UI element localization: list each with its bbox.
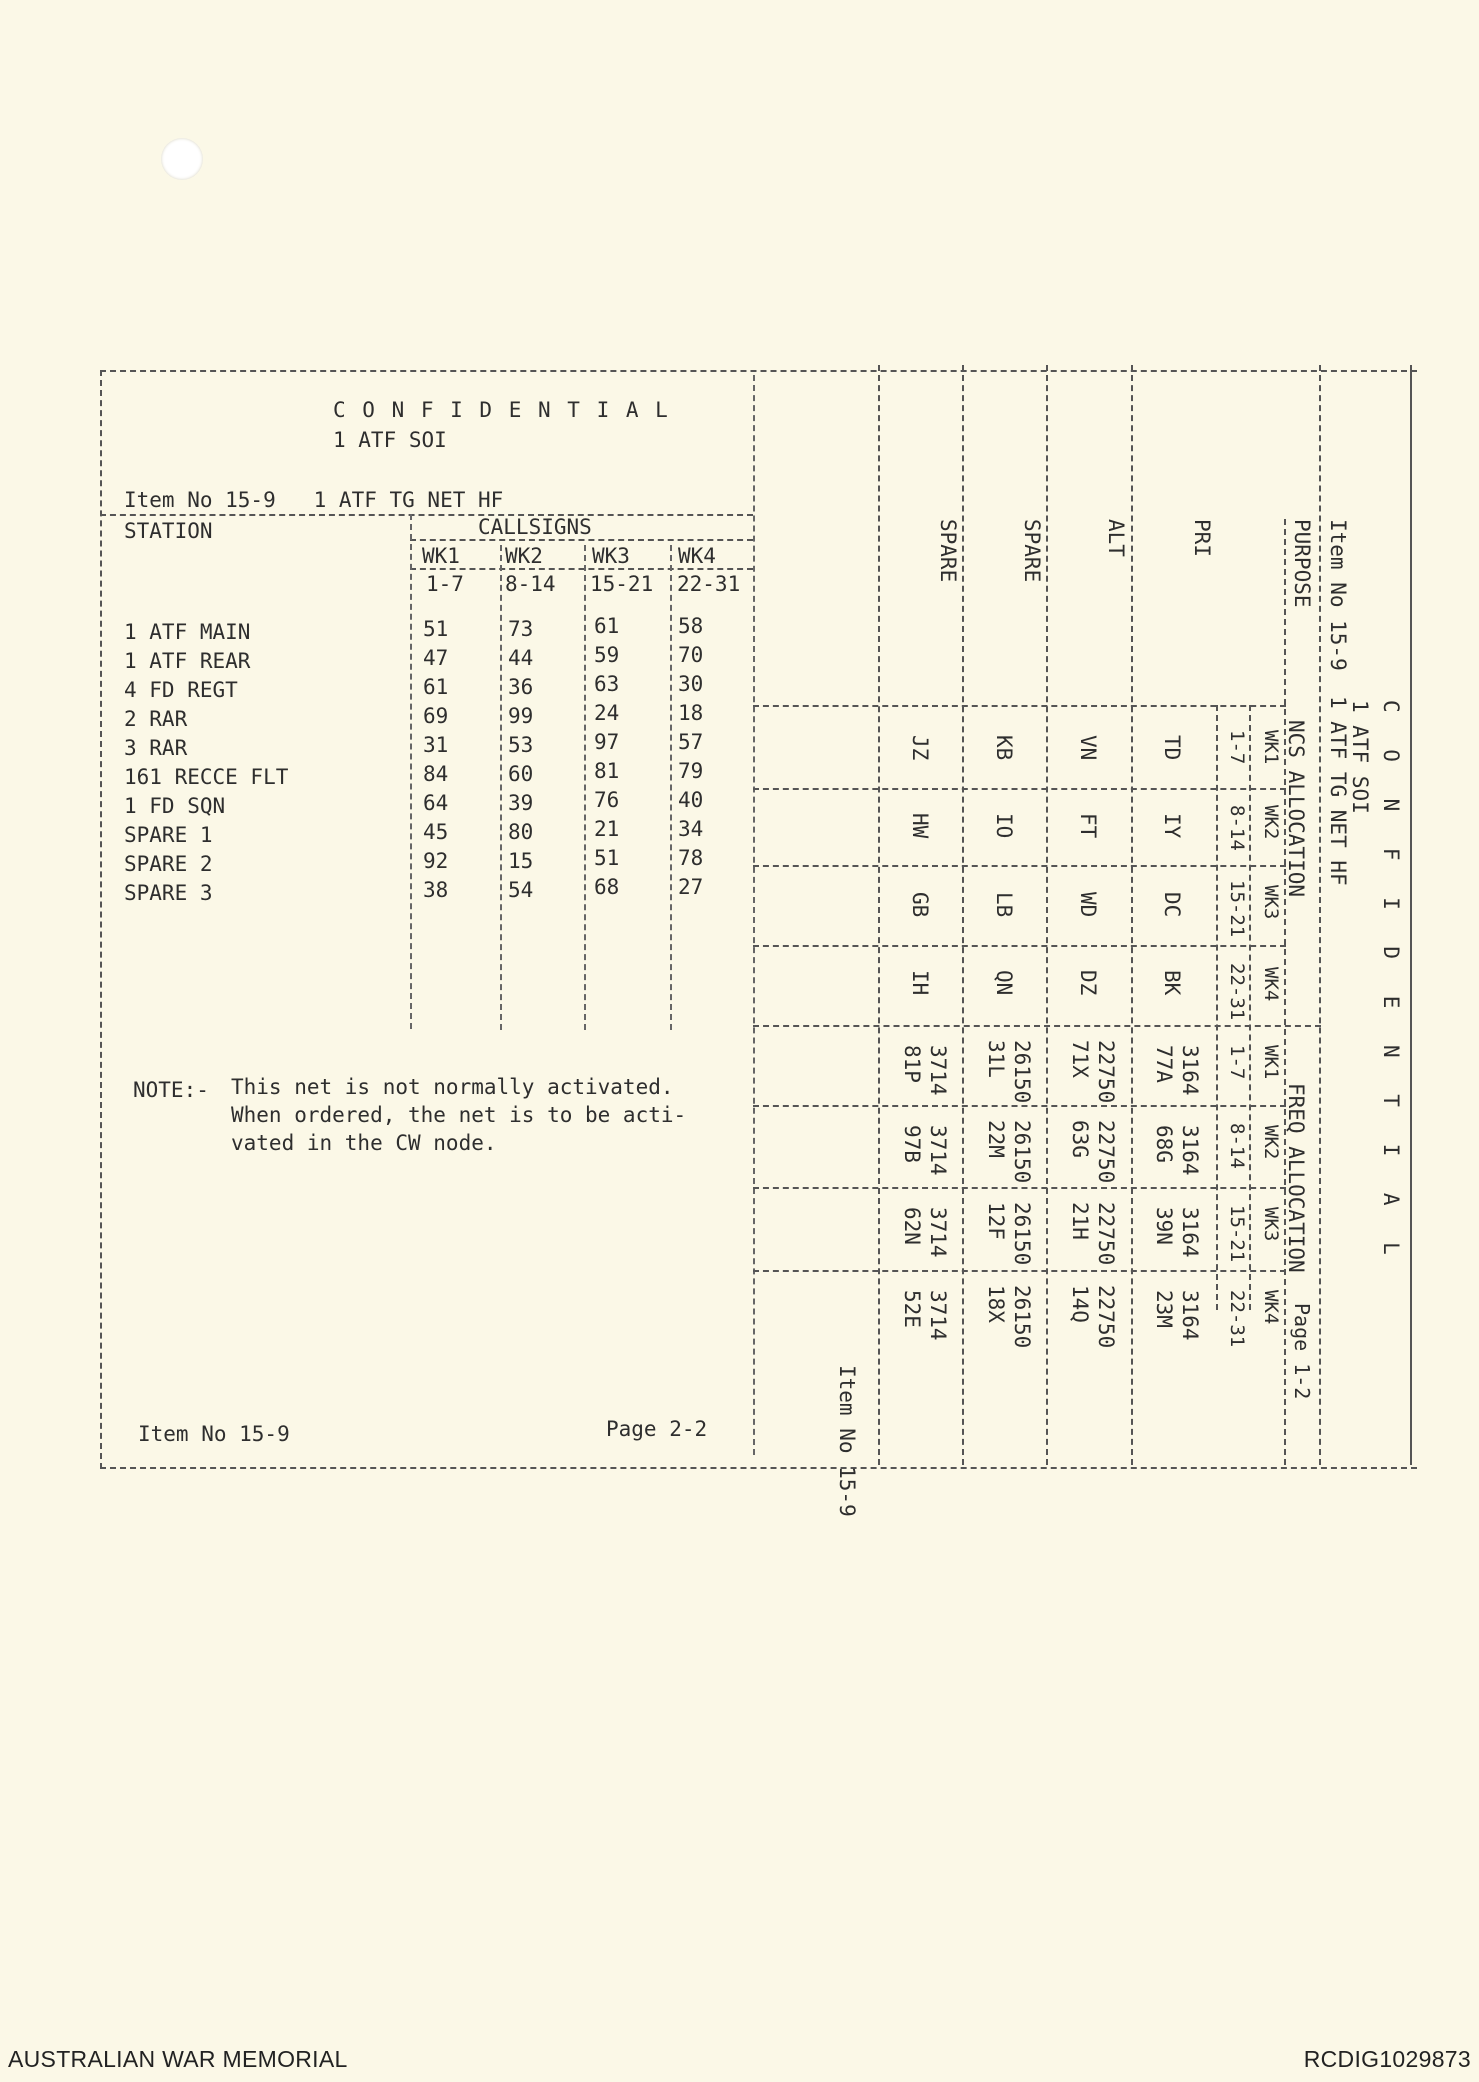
callsigns-header: CALLSIGNS	[478, 515, 592, 539]
station-header: STATION	[124, 519, 213, 543]
page2-footer-page: Page 2-2	[606, 1417, 708, 1441]
punch-hole	[161, 138, 203, 180]
wk1-days: 1-7	[426, 572, 464, 596]
purpose-header: PURPOSE	[1290, 519, 1314, 608]
wk3-header: WK3	[592, 544, 630, 568]
page2-confidential: C O N F I D E N T I A L	[333, 398, 670, 422]
page1-footer-page: Page 1-2	[1290, 1303, 1314, 1400]
caption-left: AUSTRALIAN WAR MEMORIAL	[8, 2046, 348, 2072]
wk4-days: 22-31	[677, 572, 741, 596]
page2-item-heading: Item No 15-9 1 ATF TG NET HF	[124, 488, 504, 512]
ncs-wk3: WK3	[1260, 885, 1282, 920]
ncs-header: NCS ALLOCATION	[1284, 720, 1308, 898]
freq-wk3: WK3	[1260, 1207, 1282, 1242]
wk4-header: WK4	[678, 544, 716, 568]
page1-subtitle: 1 ATF SOI	[1348, 700, 1372, 814]
ncs-wk2: WK2	[1260, 805, 1282, 840]
freq-header: FREQ ALLOCATION	[1284, 1083, 1308, 1273]
ncs-wk1: WK1	[1260, 730, 1282, 765]
ncs-wk4: WK4	[1260, 967, 1282, 1002]
page1-confidential: C O N F I D E N T I A L	[1379, 700, 1403, 1267]
page2-subtitle: 1 ATF SOI	[333, 428, 447, 452]
freq-wk4: WK4	[1260, 1290, 1282, 1325]
caption-right: RCDIG1029873	[1303, 2046, 1471, 2072]
page1-item-heading: Item No 15-9 1 ATF TG NET HF	[1326, 519, 1350, 886]
freq-wk1: WK1	[1260, 1045, 1282, 1080]
page-1-2: C O N F I D E N T I A L 1 ATF SOI Item No 15-9 1 ATF TG NET HF Page 1-2 PURPOSE NCS ALLOCATION FREQ ALLOCATION WK1 WK2 WK3 WK4 WK1 WK2 WK3 WK4 1-7 8-14 15-21 22-31 1-7 8-14 15-21 22-31 PRI TD IY DC BK 3164 77A 3164 68G 3164 39N 3164 23M ALT VN FT WD DZ 22750 71X 22750 63G 22750 21H 22750 14Q SPARE KB IO LB QN 26150 31L 26150 22M 26150 12F 26150 18X SPARE JZ HW GB IH 3714 81P 3714 97B 3714 62N 3714 52E Item No 15-9	[753, 365, 1414, 1465]
page2-footer-item: Item No 15-9	[138, 1422, 290, 1446]
wk1-header: WK1	[422, 544, 460, 568]
freq-wk2: WK2	[1260, 1125, 1282, 1160]
wk2-days: 8-14	[505, 572, 556, 596]
wk3-days: 15-21	[590, 572, 654, 596]
wk2-header: WK2	[505, 544, 543, 568]
page1-footer-item: Item No 15-9	[835, 1365, 859, 1517]
